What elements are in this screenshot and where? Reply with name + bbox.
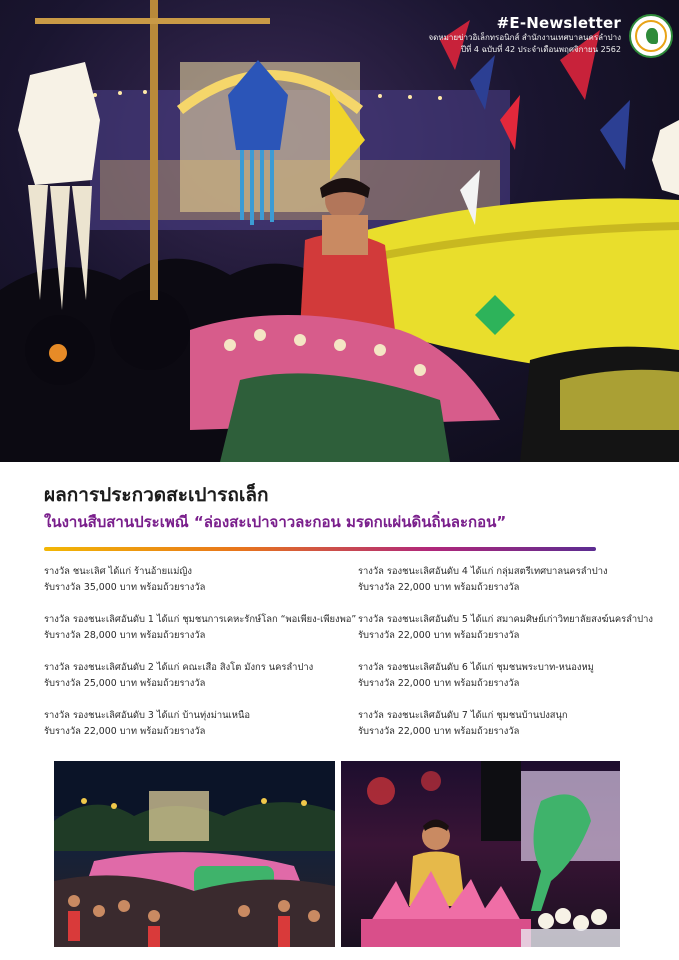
award-prize: รับรางวัล 22,000 บาท พร้อมถ้วยรางวัล: [358, 630, 520, 641]
award-prize: รับรางวัล 22,000 บาท พร้อมถ้วยรางวัล: [44, 726, 206, 737]
award-item: [358, 612, 658, 660]
award-title: รางวัล รองชนะเลิศอันดับ 5 ได้แก่ สมาคมศิษย์เก่าวิทยาลัยสงฆ์นครลำปาง: [358, 614, 653, 625]
award-item: [44, 564, 344, 612]
award-title: รางวัล รองชนะเลิศอันดับ 3 ได้แก่ บ้านทุ่งม่านเหนือ: [44, 710, 250, 721]
award-title: รางวัล รองชนะเลิศอันดับ 6 ได้แก่ ชุมชนพระบาท-หนองหมู: [358, 662, 594, 673]
award-prize: รับรางวัล 22,000 บาท พร้อมถ้วยรางวัล: [358, 678, 520, 689]
article-subtitle: ในงานสืบสานประเพณี “ล่องสะเปาจาวละกอน มรดกแผ่นดินถิ่นละกอน”: [44, 513, 507, 531]
newsletter-title: #E-Newsletter: [496, 14, 621, 32]
award-title: รางวัล รองชนะเลิศอันดับ 4 ได้แก่ กลุ่มสตรีเทศบาลนครลำปาง: [358, 566, 608, 577]
award-item: [358, 564, 658, 612]
municipality-logo: [629, 14, 673, 58]
award-item: [358, 708, 658, 756]
article-title: ผลการประกวดสะเปารถเล็ก: [44, 484, 269, 506]
award-prize: รับรางวัล 22,000 บาท พร้อมถ้วยรางวัล: [358, 726, 520, 737]
dancer-illustration: [341, 761, 620, 947]
rooster-icon: [646, 28, 658, 44]
award-title: รางวัล รองชนะเลิศอันดับ 1 ได้แก่ ชุมชนการเคหะรักษ์โลก “พอเพียง-เพียงพอ”: [44, 614, 357, 625]
award-prize: รับรางวัล 25,000 บาท พร้อมถ้วยรางวัล: [44, 678, 206, 689]
logo-ring: [635, 20, 667, 52]
newsletter-header: [428, 14, 621, 56]
award-item: [44, 612, 357, 660]
awards-left-column: [44, 564, 357, 756]
dancer-stage-photo: [341, 761, 620, 947]
parade-illustration: [54, 761, 335, 947]
award-prize: รับรางวัล 28,000 บาท พร้อมถ้วยรางวัล: [44, 630, 206, 641]
award-title: รางวัล รองชนะเลิศอันดับ 7 ได้แก่ ชุมชนบ้านปงสนุก: [358, 710, 568, 721]
award-item: [44, 660, 344, 708]
parade-crowd-photo: [54, 761, 335, 947]
award-title: รางวัล ชนะเลิศ ได้แก่ ร้านอ้ายแม่ญิง: [44, 566, 192, 577]
award-title: รางวัล รองชนะเลิศอันดับ 2 ได้แก่ คณะเสือ สิงโต มังกร นครลำปาง: [44, 662, 314, 673]
newsletter-issue: ปีที่ 4 ฉบับที่ 42 ประจำเดือนพฤศจิกายน 2562: [460, 45, 621, 54]
newsletter-subtitle: จดหมายข่าวอิเล็กทรอนิกส์ สำนักงานเทศบาลนครลำปาง: [428, 33, 621, 42]
award-item: [44, 708, 344, 756]
award-prize: รับรางวัล 35,000 บาท พร้อมถ้วยรางวัล: [44, 582, 206, 593]
hero-illustration: [0, 0, 679, 462]
hero-photo: [0, 0, 679, 462]
awards-right-column: [358, 564, 658, 756]
gradient-divider: [44, 547, 596, 551]
award-item: [358, 660, 658, 708]
award-prize: รับรางวัล 22,000 บาท พร้อมถ้วยรางวัล: [358, 582, 520, 593]
article-heading: [44, 482, 644, 534]
